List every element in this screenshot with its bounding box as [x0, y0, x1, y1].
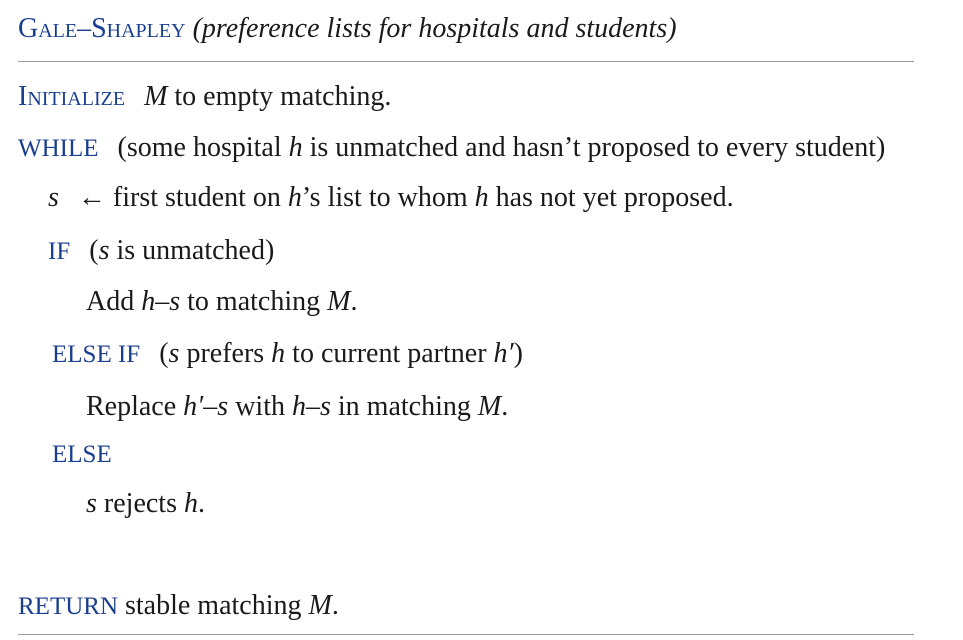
replace-text-d: . [501, 391, 509, 422]
return-var: M [308, 590, 332, 621]
elseif-var: s [168, 338, 180, 369]
replace-text-a: Replace [86, 391, 184, 422]
return-text-end: . [331, 590, 339, 621]
else-step [52, 437, 112, 472]
elseif-var2: h [271, 338, 286, 369]
algorithm-arguments: (preference lists for hospitals and students) [192, 13, 677, 44]
assign-step [48, 181, 734, 215]
replace-pair2: h–s [291, 391, 331, 422]
else-keyword: ELSE [52, 441, 112, 468]
reject-step [86, 487, 205, 521]
footer-rule [18, 634, 914, 635]
replace-pair1: h′–s [183, 391, 229, 422]
add-text-b: to matching [180, 286, 328, 317]
add-text-a: Add [86, 286, 142, 317]
while-keyword: WHILE [18, 135, 99, 162]
if-var: s [98, 235, 110, 266]
replace-text-b: with [228, 391, 292, 422]
while-cond-b: is unmatched and hasn’t proposed to every student) [302, 132, 886, 163]
while-var: h [288, 132, 303, 163]
if-step [48, 234, 274, 269]
algorithm-header [18, 12, 677, 46]
elseif-cond-b: prefers [179, 338, 272, 369]
assign-var3: h [474, 182, 489, 213]
if-keyword: IF [48, 238, 71, 265]
add-text-c: . [350, 286, 358, 317]
return-step [18, 589, 339, 624]
add-pair: h–s [141, 286, 181, 317]
if-cond-b: is unmatched) [109, 235, 275, 266]
reject-var: s [86, 488, 97, 519]
reject-var2: h [183, 488, 198, 519]
assign-text-a: first student on [112, 182, 288, 213]
init-text: to empty matching. [167, 81, 392, 112]
elseif-var3: h′ [493, 338, 514, 369]
reject-text: rejects [96, 488, 184, 519]
add-step [86, 285, 357, 319]
return-keyword: RETURN [18, 593, 118, 620]
replace-text-c: in matching [330, 391, 478, 422]
add-var: M [327, 286, 351, 317]
return-text: stable matching [118, 590, 309, 621]
assign-text-c: has not yet proposed. [488, 182, 734, 213]
elseif-cond-d: ) [513, 338, 523, 369]
while-step [18, 131, 885, 166]
assign-text-b: ’s list to whom [301, 182, 475, 213]
elseif-keyword: ELSE IF [52, 341, 141, 368]
elseif-cond-a: ( [159, 338, 169, 369]
assign-var2: h [287, 182, 302, 213]
header-rule [18, 61, 914, 62]
reject-text-end: . [197, 488, 205, 519]
algorithm-name: Gale–Shapley [18, 13, 186, 44]
replace-step [86, 390, 508, 424]
init-step [18, 80, 391, 114]
replace-var: M [477, 391, 502, 422]
elseif-step [52, 337, 523, 372]
matching-variable: M [144, 81, 168, 112]
assign-var: s [48, 182, 59, 213]
elseif-cond-c: to current partner [285, 338, 494, 369]
initialize-keyword: Initialize [18, 81, 126, 112]
while-cond-a: (some hospital [117, 132, 289, 163]
if-cond-a: ( [89, 235, 99, 266]
assign-arrow: ← [77, 182, 106, 213]
